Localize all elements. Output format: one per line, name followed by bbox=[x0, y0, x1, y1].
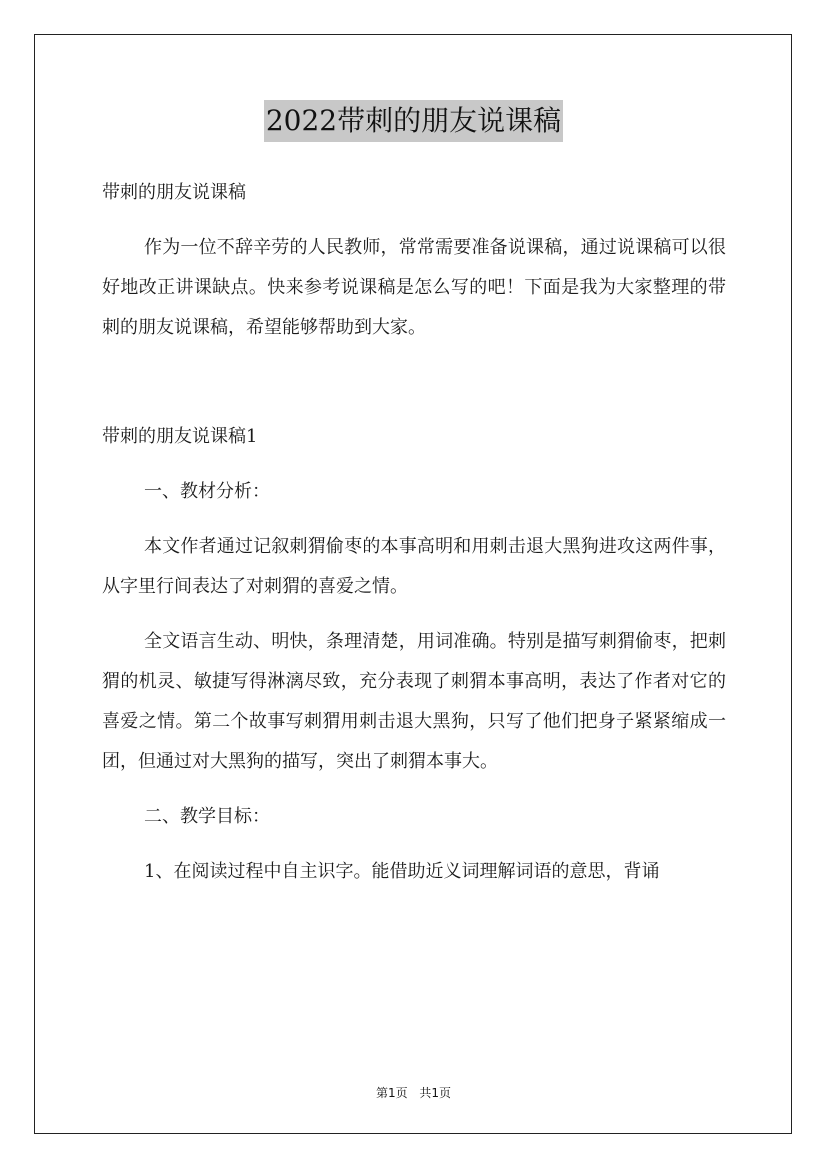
part1-heading: 一、教材分析： bbox=[144, 481, 270, 502]
subtitle: 带刺的朋友说课稿 bbox=[102, 182, 246, 203]
section-heading: 带刺的朋友说课稿1 bbox=[102, 426, 258, 447]
intro-paragraph: 作为一位不辞辛劳的人民教师，常常需要准备说课稿，通过说课稿可以很好地改正讲课缺点。快来参考说课稿是怎么写的吧！下面是我为大家整理的带刺的朋友说课稿，希望能够帮助到大家。 bbox=[102, 237, 726, 338]
title-container bbox=[0, 100, 827, 142]
section-gap bbox=[102, 363, 726, 417]
part1-paragraph-2: 全文语言生动、明快，条理清楚，用词准确。特别是描写刺猬偷枣，把刺猬的机灵、敏捷写得淋漓尽致，充分表现了刺猬本事高明，表达了作者对它的喜爱之情。第二个故事写刺猬用刺击退大黑狗，只写了他们把身子紧紧缩成一团，但通过对大黑狗的描写，突出了刺猬本事大。 bbox=[102, 631, 726, 772]
part1-paragraph-1: 本文作者通过记叙刺猬偷枣的本事高明和用刺击退大黑狗进攻这两件事，从字里行间表达了对刺猬的喜爱之情。 bbox=[102, 536, 726, 597]
document-body bbox=[102, 173, 726, 907]
part2-item-1: 1、在阅读过程中自主识字。能借助近义词理解词语的意思，背诵 bbox=[144, 861, 660, 882]
page-total: 共1页 bbox=[419, 1086, 452, 1100]
part2-heading: 二、教学目标： bbox=[144, 806, 270, 827]
page-footer bbox=[0, 1084, 827, 1101]
page-number: 第1页 bbox=[375, 1086, 408, 1100]
document-title: 2022带刺的朋友说课稿 bbox=[264, 100, 563, 142]
